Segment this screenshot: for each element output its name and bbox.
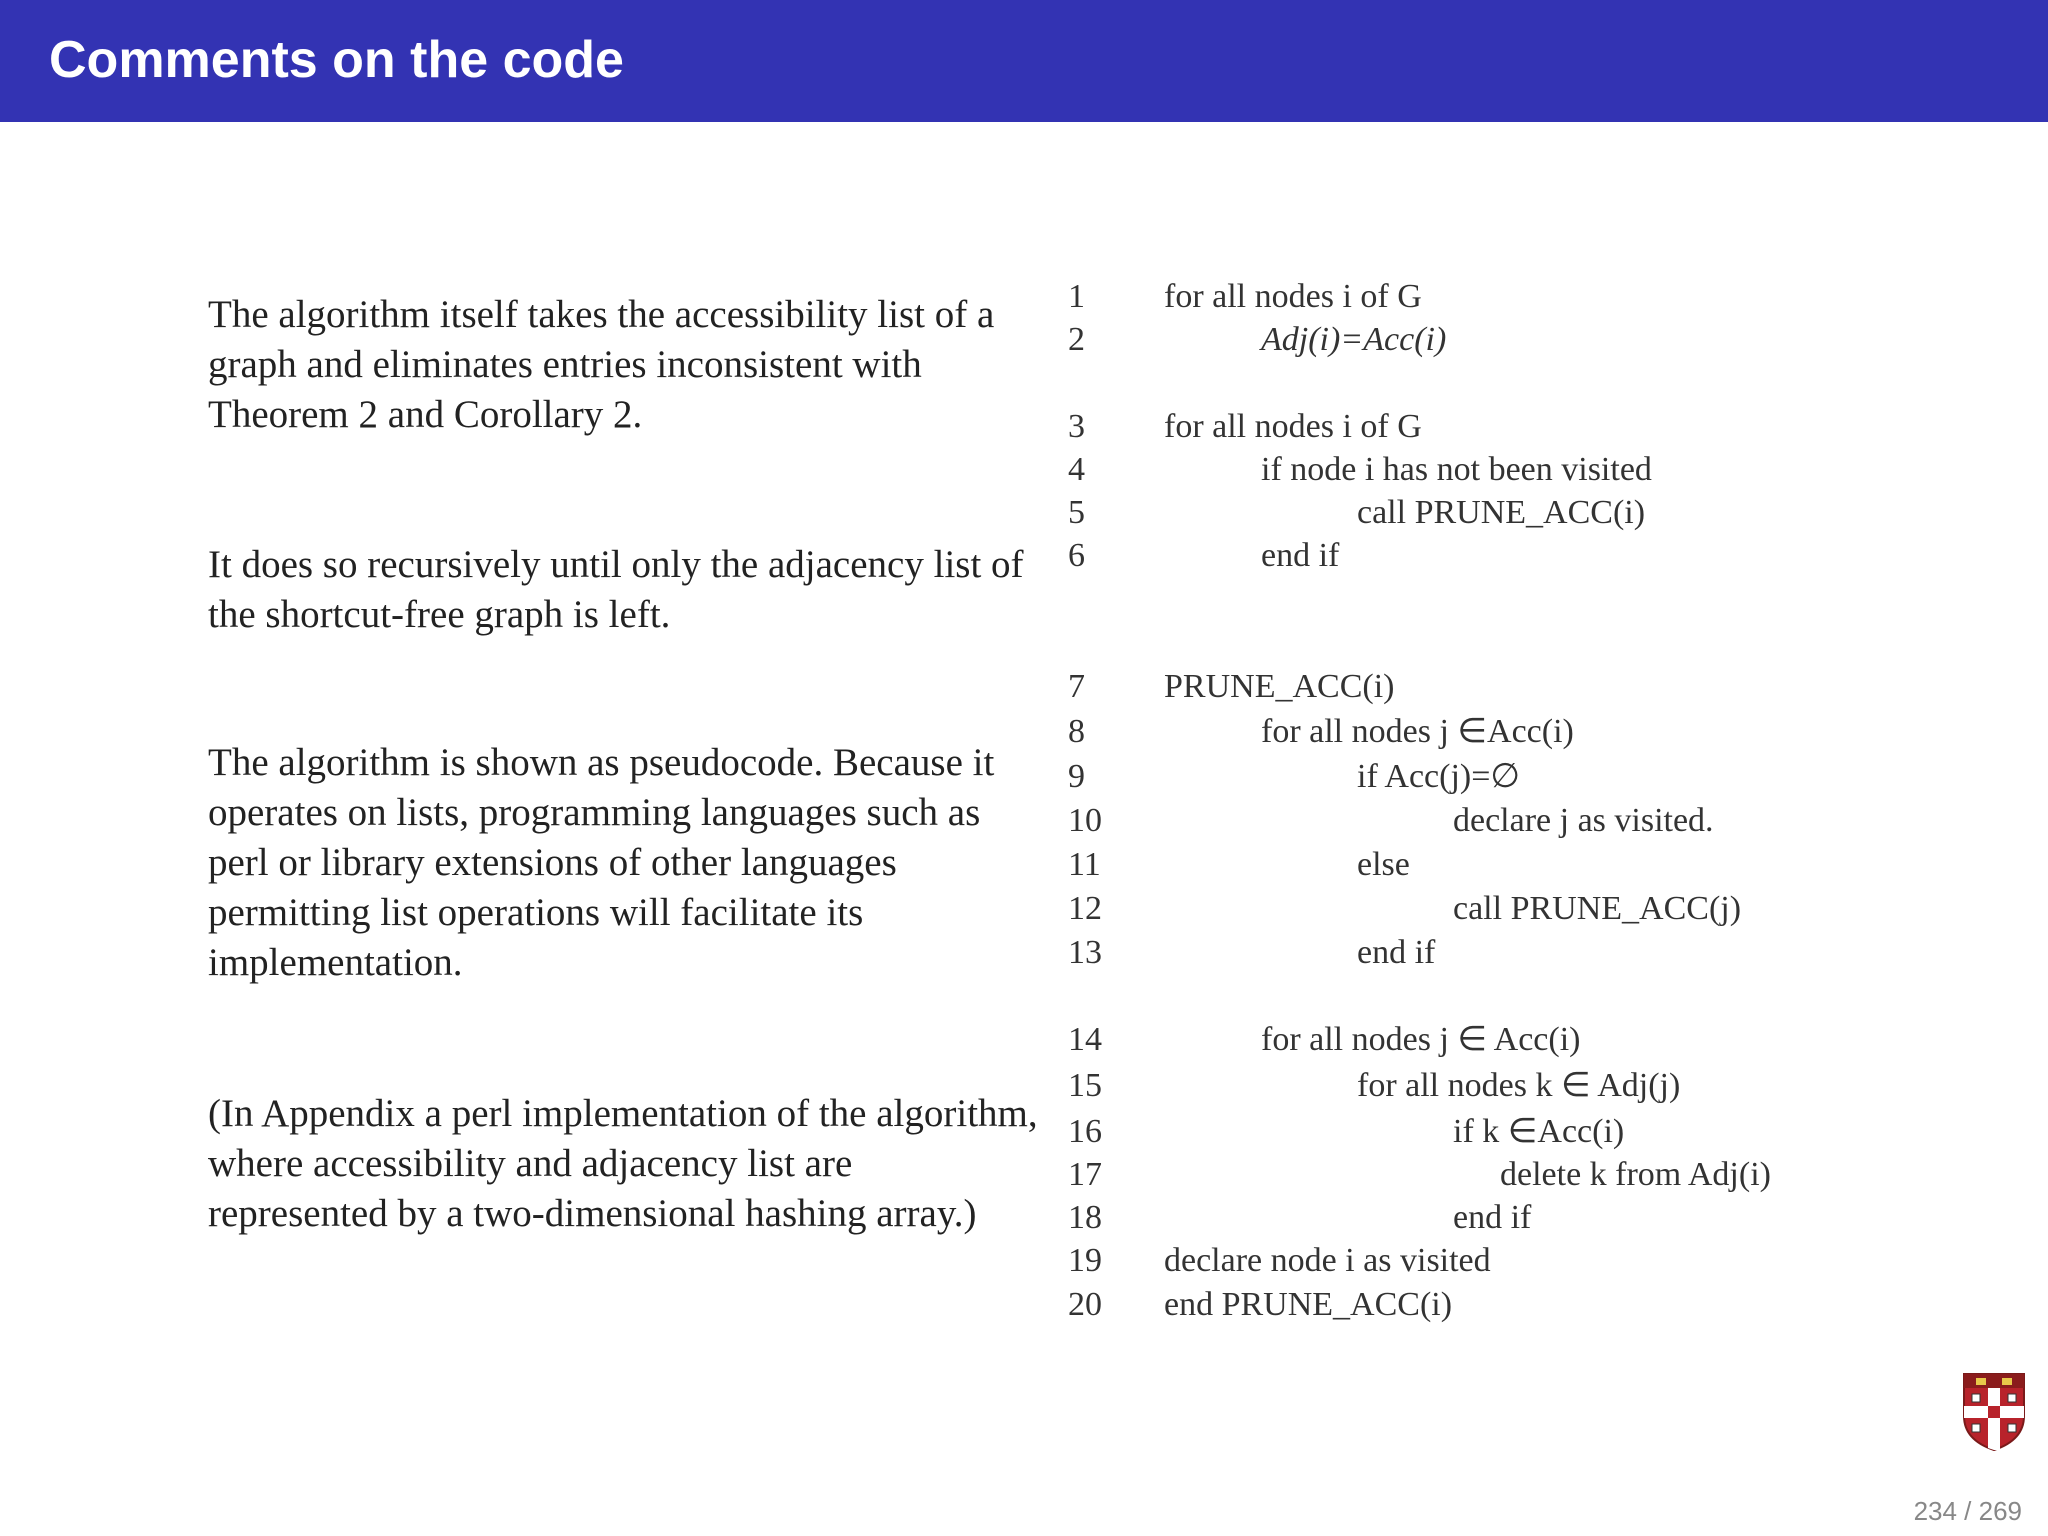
paragraph-2: It does so recursively until only the adjacency list of the shortcut-free graph is left. xyxy=(208,543,1024,636)
page-title: Comments on the code xyxy=(49,31,624,89)
line-number: 11 xyxy=(1068,846,1101,883)
code-line: declare node i as visited xyxy=(1164,1242,1491,1279)
header-bar xyxy=(0,0,2048,122)
line-number: 5 xyxy=(1068,494,1085,531)
code-line: end PRUNE_ACC(i) xyxy=(1164,1286,1453,1323)
paragraph-3: The algorithm is shown as pseudocode. Because it operates on lists, programming languages such as perl or library extensions of other languages permitting list operations will facilitate its implementation. xyxy=(208,741,995,984)
code-line: for all nodes i of G xyxy=(1164,278,1422,315)
code-line: end if xyxy=(1357,934,1436,971)
code-line: Adj(i)=Acc(i) xyxy=(1261,321,1447,358)
line-number: 7 xyxy=(1068,668,1085,705)
line-number: 18 xyxy=(1068,1199,1102,1236)
line-number: 3 xyxy=(1068,408,1085,445)
code-line: delete k from Adj(i) xyxy=(1500,1156,1771,1193)
line-number: 2 xyxy=(1068,321,1085,358)
paragraph-4: (In Appendix a perl implementation of the algorithm, where accessibility and adjacency list are represented by a two-dimensional hashing array.) xyxy=(208,1092,1038,1235)
line-number: 16 xyxy=(1068,1113,1102,1150)
line-number: 10 xyxy=(1068,802,1102,839)
line-number: 12 xyxy=(1068,890,1102,927)
code-line: declare j as visited. xyxy=(1453,802,1714,839)
code-line: for all nodes j ∈ Acc(i) xyxy=(1261,1021,1581,1058)
page-number: 234 / 269 xyxy=(1913,1496,2022,1526)
code-line: call PRUNE_ACC(j) xyxy=(1453,890,1742,927)
line-number: 13 xyxy=(1068,934,1102,971)
code-line: if node i has not been visited xyxy=(1261,451,1652,488)
code-line: end if xyxy=(1453,1199,1532,1236)
code-line: end if xyxy=(1261,537,1340,574)
line-number: 6 xyxy=(1068,537,1085,574)
code-line: else xyxy=(1357,846,1410,883)
university-crest-icon xyxy=(1962,1372,2026,1452)
line-number: 19 xyxy=(1068,1242,1102,1279)
code-line: if Acc(j)=∅ xyxy=(1357,758,1521,795)
code-line: for all nodes j ∈Acc(i) xyxy=(1261,713,1574,750)
line-number: 4 xyxy=(1068,451,1085,488)
code-line: call PRUNE_ACC(i) xyxy=(1357,494,1646,531)
line-number: 14 xyxy=(1068,1021,1102,1058)
paragraph-1: The algorithm itself takes the accessibility list of a graph and eliminates entries inconsistent with Theorem 2 and Corollary 2. xyxy=(208,293,995,436)
line-number: 9 xyxy=(1068,758,1085,795)
code-line: for all nodes i of G xyxy=(1164,408,1422,445)
code-line: PRUNE_ACC(i) xyxy=(1164,668,1395,705)
line-number: 17 xyxy=(1068,1156,1102,1193)
line-number: 20 xyxy=(1068,1286,1102,1323)
line-number: 15 xyxy=(1068,1067,1102,1104)
line-number: 8 xyxy=(1068,713,1085,750)
code-line: for all nodes k ∈ Adj(j) xyxy=(1357,1067,1681,1104)
code-line: if k ∈Acc(i) xyxy=(1453,1113,1625,1150)
line-number: 1 xyxy=(1068,278,1085,315)
